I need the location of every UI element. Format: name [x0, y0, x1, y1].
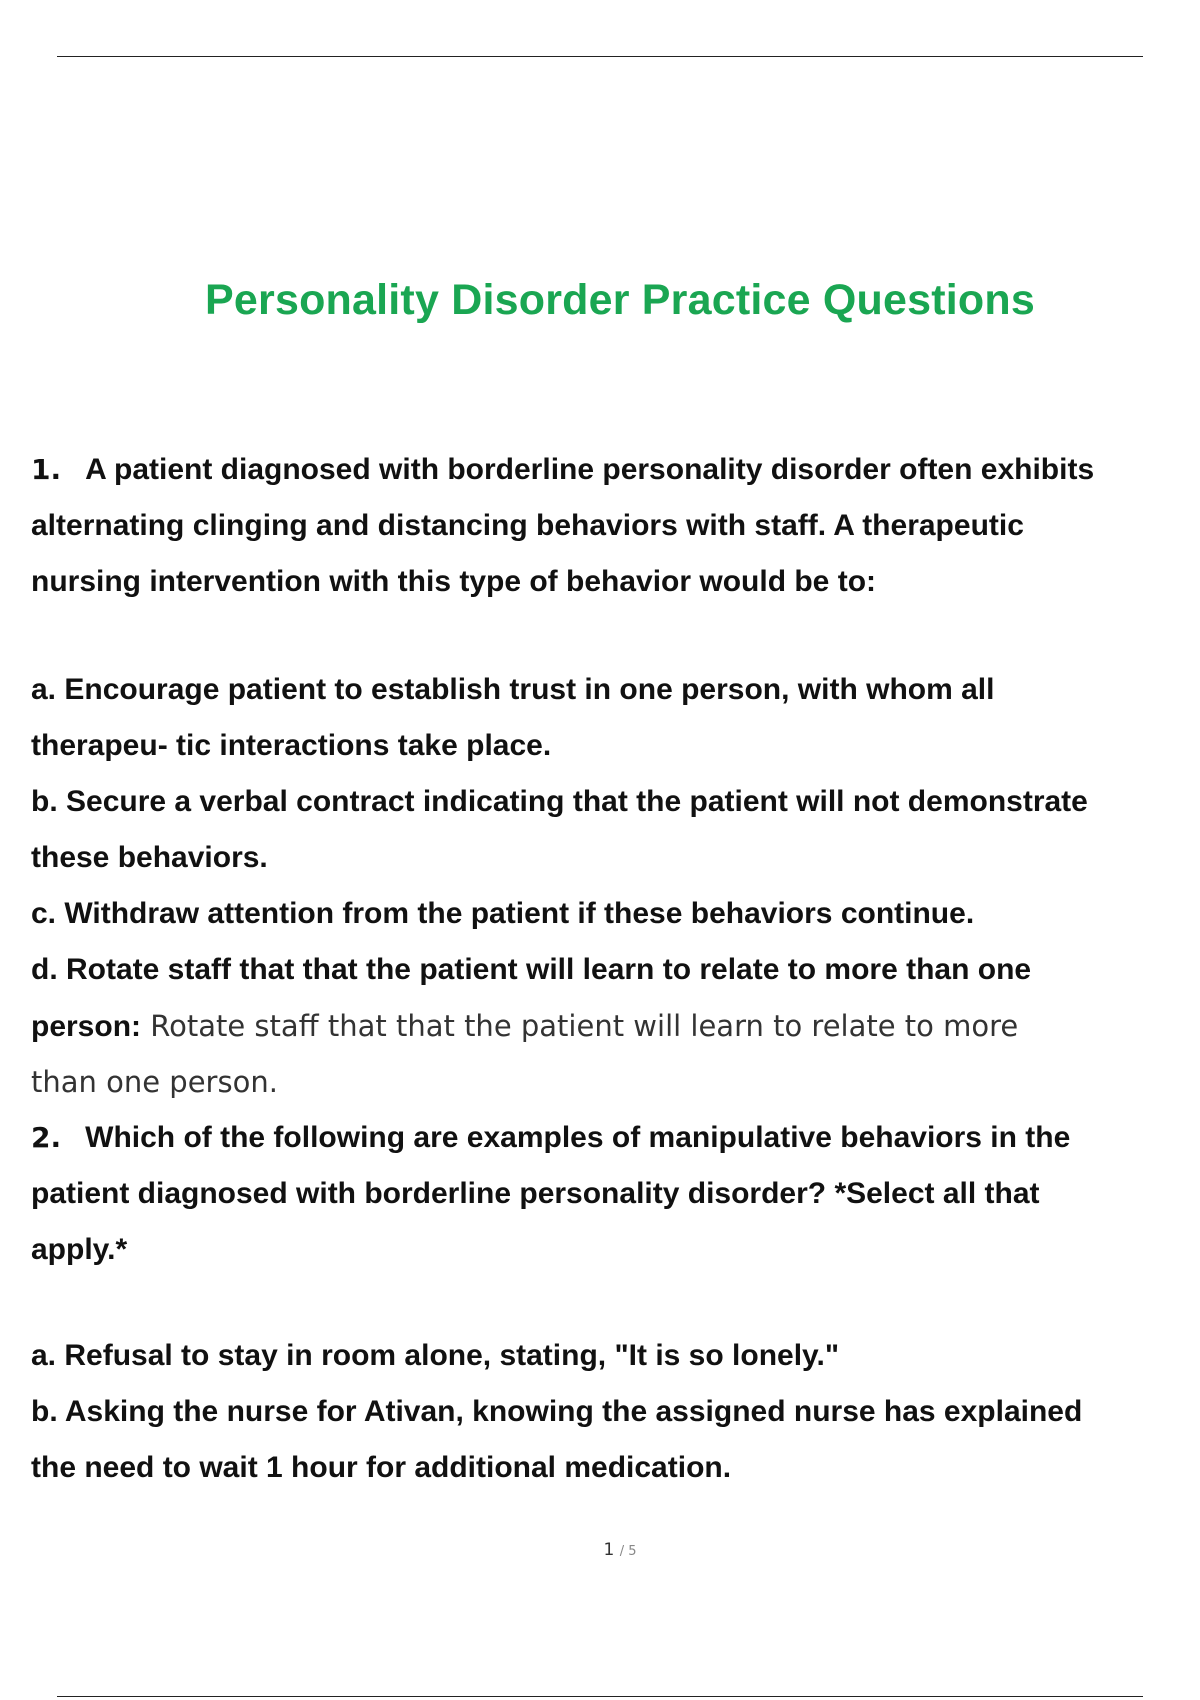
spacer [31, 610, 1191, 662]
page-indicator [0, 1540, 1200, 1560]
question-1-option-a-line-1: a. Encourage patient to establish trust in one person, with whom all [31, 673, 995, 706]
spacer [31, 1278, 1191, 1328]
question-number: 2. [31, 1121, 62, 1154]
question-2-stem-line-3: apply.* [31, 1233, 128, 1266]
question-1-option-c-line-1: c. Withdraw attention from the patient if these behaviors continue. [31, 897, 975, 930]
question-1-option-b-line-2: these behaviors. [31, 841, 268, 874]
question-1-option-a-line-2: therapeu- tic interactions take place. [31, 729, 552, 762]
question-1-stem-line-3: nursing intervention with this type of behavior would be to: [31, 565, 877, 598]
answer-text: than one person. [31, 1065, 278, 1099]
question-1-answer-line-3 [31, 1054, 1191, 1110]
total-pages: / 5 [619, 1544, 637, 1559]
question-1-stem-line-2: alternating clinging and distancing behaviors with staff. A therapeutic [31, 509, 1024, 542]
question-1-option-b-line-1: b. Secure a verbal contract indicating that the patient will not demonstrate [31, 785, 1088, 818]
current-page: 1 [603, 1540, 615, 1560]
question-1-stem-line-1: 1. A patient diagnosed with borderline personality disorder often exhibits [31, 453, 1095, 486]
question-1-option-d-line-2 [31, 998, 1191, 1054]
answer-text: Rotate staff that that the patient will learn to relate to more [141, 1009, 1019, 1043]
question-2-stem-line-2: patient diagnosed with borderline personality disorder? *Select all that [31, 1177, 1040, 1210]
question-2-option-b-line-2: the need to wait 1 hour for additional medication. [31, 1451, 732, 1484]
top-rule [57, 56, 1143, 57]
question-2-option-a-line-1: a. Refusal to stay in room alone, stating, "It is so lonely." [31, 1339, 840, 1372]
question-2-stem-line-1: 2. Which of the following are examples of manipulative behaviors in the [31, 1121, 1071, 1154]
document-title: Personality Disorder Practice Questions [205, 276, 1035, 324]
question-number: 1. [31, 453, 62, 486]
option-d-continuation: person: [31, 1010, 142, 1043]
bottom-rule [57, 1696, 1143, 1697]
question-2-option-b-line-1: b. Asking the nurse for Ativan, knowing the assigned nurse has explained [31, 1395, 1083, 1428]
question-1-option-d-line-1: d. Rotate staff that that the patient will learn to relate to more than one [31, 953, 1032, 986]
question-list [31, 442, 1191, 1496]
